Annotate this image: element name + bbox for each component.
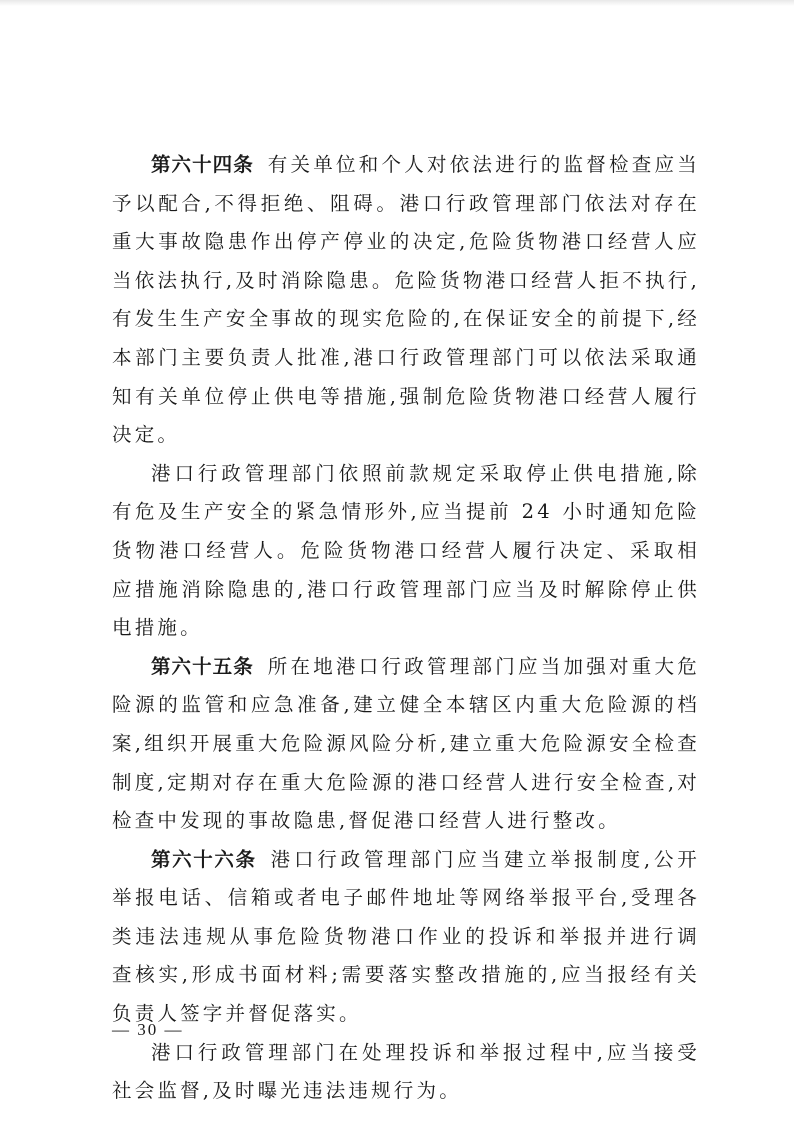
article-64-paragraph-1 <box>112 146 700 455</box>
article-64-text-2: 港口行政管理部门依照前款规定采取停止供电措施,除有危及生产安全的紧急情形外,应当提前 24 小时通知危险货物港口经营人。危险货物港口经营人履行决定、采取相应措施消除隐患的,港口行政管理部门应当及时解除停止供电措施。 <box>112 461 700 640</box>
article-65-paragraph-1 <box>112 648 700 841</box>
scan-edge <box>0 0 794 6</box>
article-65-text-1: 所在地港口行政管理部门应当加强对重大危险源的监管和应急准备,建立健全本辖区内重大危险源的档案,组织开展重大危险源风险分析,建立重大危险源安全检查制度,定期对存在重大危险源的港口经营人进行安全检查,对检查中发现的事故隐患,督促港口经营人进行整改。 <box>112 654 700 833</box>
article-66-text-2: 港口行政管理部门在处理投诉和举报过程中,应当接受社会监督,及时曝光违法违规行为。 <box>112 1040 700 1103</box>
article-66-text-1: 港口行政管理部门应当建立举报制度,公开举报电话、信箱或者电子邮件地址等网络举报平台,受理各类违法违规从事危险货物港口作业的投诉和举报并进行调查核实,形成书面材料;需要落实整改措施的,应当报经有关负责人签字并督促落实。 <box>112 847 700 1026</box>
article-65-title: 第六十五条 <box>151 654 254 678</box>
page-number: — 30 — <box>112 1020 184 1039</box>
article-64-text-1: 有关单位和个人对依法进行的监督检查应当予以配合,不得拒绝、阻碍。港口行政管理部门依法对存在重大事故隐患作出停产停业的决定,危险货物港口经营人应当依法执行,及时消除隐患。危险货物港口经营人拒不执行,有发生生产安全事故的现实危险的,在保证安全的前提下,经本部门主要负责人批准,港口行政管理部门可以依法采取通知有关单位停止供电等措施,强制危险货物港口经营人履行决定。 <box>112 153 700 447</box>
article-66-paragraph-1 <box>112 841 700 1034</box>
article-64-paragraph-2 <box>112 455 700 648</box>
article-64-title: 第六十四条 <box>151 153 254 176</box>
article-66-paragraph-2 <box>112 1034 700 1111</box>
document-body <box>112 146 700 1111</box>
article-66-title: 第六十六条 <box>151 847 257 871</box>
